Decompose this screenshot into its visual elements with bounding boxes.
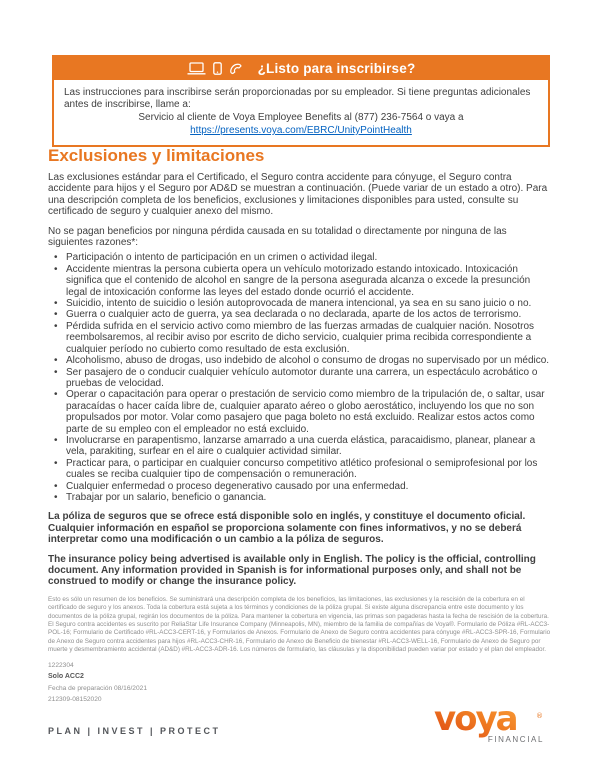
lead-paragraph: No se pagan beneficios por ninguna pérdida causada en su totalidad o directamente por ninguna de las siguientes razones*: xyxy=(48,225,507,249)
english-disclaimer: The insurance policy being advertised is available only in English. The policy is the official, controlling document. Any information provided in Spanish is for informational purposes only, and shall not be construed to modify or change the insurance policy. xyxy=(48,553,536,588)
voya-logo xyxy=(432,696,550,750)
list-item: • Accidente mientras la persona cubierta opera un vehículo motorizado estando intoxicado. Intoxicación significa que el contenido de alcohol en sangre de la persona asegurada alcanza o excede la presunción legal de intoxicación conforme las leyes del estado donde ocurrió el accidente. xyxy=(48,264,554,298)
list-item: • Participación o intento de participación en un crimen o actividad ilegal. xyxy=(48,252,554,263)
legal-fine-print: Esto es sólo un resumen de los beneficios. Se suministrará una descripción completa de los beneficios, las limitaciones, las exclusiones y la rescisión de la cobertura en el certificado de seguro y los anexos. Toda la cobertura está sujeta a los términos y condiciones de la póliza grupal. Si existe alguna discrepancia entre este documento y los documentos de la póliza grupal, regirán los documentos de la póliza. Para mantener la cobertura en vigencia, las primas son pagaderas hasta la fecha de rescisión de la cobertura. El Seguro contra accidentes es suscrito por ReliaStar Life Insurance Company (Minneapolis, MN), miembro de la familia de compañías de Voya®. Formulario de Póliza #RL-ACC3-POL-16; Formulario de Certificado #RL-ACC3-CERT-16, y Formularios de Anexos. Formulario de Anexo de Seguro contra accidentes para cónyuge #RL-ACC3-SPR-16, Formulario de Anexo de Seguro contra accidentes para hijos #RL-ACC3-CHR-16, Formulario de Anexo de Beneficio de bienestar #RL-ACC3-WELL-16, Formulario de Anexo de Seguro por muerte y desmembramiento accidental (AD&D) #RL-ACC3-ADR-16. Los números de formulario, las cláusulas y la disponibilidad pueden variar por estado y el plan del empleador. xyxy=(48,595,551,654)
doc-code-1: 1222304 xyxy=(48,661,74,669)
page-title: Exclusiones y limitaciones xyxy=(48,146,265,165)
enroll-banner xyxy=(54,57,548,80)
laptop-icon xyxy=(187,62,206,75)
list-item: • Suicidio, intento de suicidio o lesión autoprovocada de manera intencional, ya sea en su sano juicio o no. xyxy=(48,298,554,309)
voya-wordmark: voya xyxy=(434,699,517,739)
list-item: • Practicar para, o participar en cualquier concurso competitivo atlético profesional o semiprofesional por los cuales se reciba cualquier tipo de compensación o remuneración. xyxy=(48,458,554,481)
plan-code: Solo ACC2 xyxy=(48,673,84,681)
enroll-banner-title: ¿Listo para inscribirse? xyxy=(257,61,416,76)
list-item: • Guerra o cualquier acto de guerra, ya sea declarada o no declarada, aparte de los actos de terrorismo. xyxy=(48,309,554,320)
list-item: • Cualquier enfermedad o proceso degenerativo causado por una enfermedad. xyxy=(48,481,554,492)
doc-code-2: 212309-08152020 xyxy=(48,696,102,704)
phone-icon xyxy=(229,62,243,75)
mobile-icon xyxy=(213,62,222,75)
enroll-info-box xyxy=(52,55,550,147)
logo-subtext: FINANCIAL xyxy=(487,735,544,744)
main-content xyxy=(48,146,554,708)
enroll-instructions-text: Las instrucciones para inscribirse serán proporcionadas por su empleador. Si tiene preguntas adicionales antes de inscribirse, llame a: xyxy=(64,87,531,110)
list-item: • Operar o capacitación para operar o prestación de servicio como miembro de la tripulación de, o saltar, usar paracaídas o hacer caída libre de, cualquier aparato aéreo o globo aerostático, incluyendo los que no son propulsados por motor. Volar como pasajero que paga boleto no está excluido. Realizar estos actos como parte de su empleo con el empleador no está excluido. xyxy=(48,389,554,435)
list-item: • Involucrarse en parapentismo, lanzarse amarrado a una cuerda elástica, paracaidismo, planear, planear a vela, parakiting, surfear en el aire o cualquier actividad similar. xyxy=(48,435,554,458)
brand-tagline: PLAN | INVEST | PROTECT xyxy=(48,726,221,736)
enroll-link[interactable]: https://presents.voya.com/EBRC/UnityPointHealth xyxy=(190,125,412,136)
exclusions-list xyxy=(48,252,554,503)
registered-mark: ® xyxy=(536,712,543,720)
spanish-disclaimer: La póliza de seguros que se ofrece está disponible solo en inglés, y constituye el documento oficial. Cualquier información en español se proporciona solamente con fines informativos, y no se deberá interpretar como una modificación o un cambio a la póliza de seguros. xyxy=(48,511,526,546)
list-item: • Ser pasajero de o conducir cualquier vehículo automotor durante una carrera, un espectáculo acrobático o pruebas de velocidad. xyxy=(48,367,554,390)
enroll-instructions xyxy=(54,80,548,145)
list-item: • Trabajar por un salario, beneficio o ganancia. xyxy=(48,492,554,503)
enroll-phone-line: Servicio al cliente de Voya Employee Benefits al (877) 236-7564 o vaya a xyxy=(138,112,464,123)
list-item: • Alcoholismo, abuso de drogas, uso indebido de alcohol o consumo de drogas no supervisado por un médico. xyxy=(48,355,554,366)
list-item: • Pérdida sufrida en el servicio activo como miembro de las fuerzas armadas de cualquier nación. Nosotros reembolsaremos, al recibir aviso por escrito de dicho servicio, cualquier prima recibida correspondiente a cualquier período no cubierto como resultado de esta exclusión. xyxy=(48,321,554,355)
intro-paragraph: Las exclusiones estándar para el Certificado, el Seguro contra accidente para cónyuge, el Seguro contra accidente para hijos y el Seguro por AD&D se muestran a continuación. (Puede variar de un estado a otro). Para una descripción completa de los beneficios, exclusiones y limitaciones disponibles para usted, consulte su certificado de seguro y cualquier anexo del mismo. xyxy=(48,172,548,218)
banner-icons xyxy=(187,62,243,75)
prep-date: Fecha de preparación 08/16/2021 xyxy=(48,684,147,692)
